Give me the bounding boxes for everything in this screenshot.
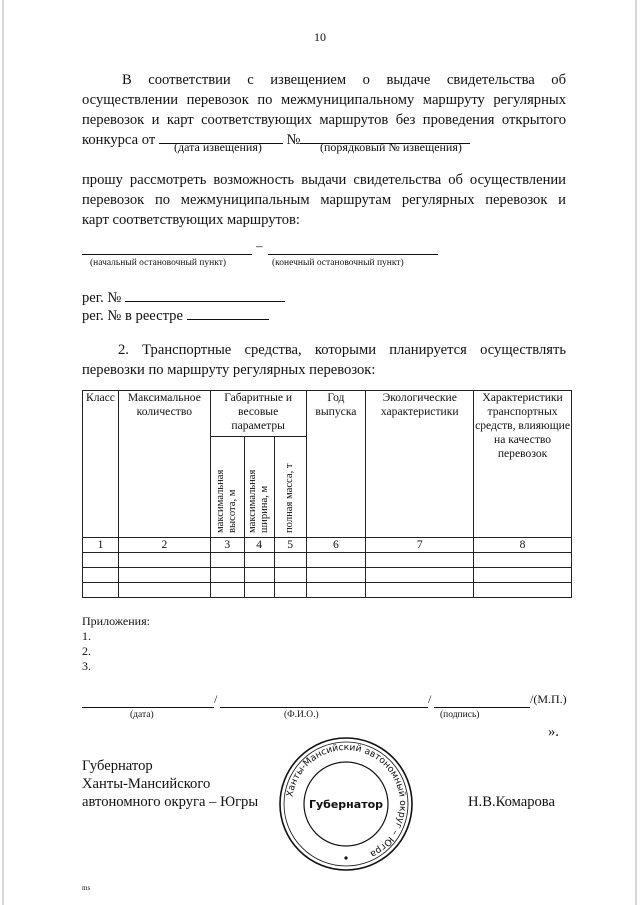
position-line-1: Губернатор xyxy=(82,758,153,774)
number-sign: № xyxy=(286,132,301,148)
subheader-max-height: максимальная высота, м xyxy=(215,469,239,533)
paragraph-request-line-1: прошу рассмотреть возможность выдачи свидетельства об осуществлении xyxy=(82,172,566,188)
date-caption: (дата) xyxy=(130,710,154,720)
governor-name: Н.В.Комарова xyxy=(468,794,555,810)
table-cell[interactable] xyxy=(366,553,474,568)
table-cell[interactable] xyxy=(83,583,119,598)
table-cell[interactable] xyxy=(474,553,572,568)
registry-number-label: рег. № в реестре xyxy=(82,308,183,324)
scan-edge-right xyxy=(635,0,637,905)
end-stop-caption: (конечный остановочный пункт) xyxy=(272,258,404,268)
subheader-width-cell xyxy=(244,437,274,538)
paragraph-notice-line-1: В соответствии с извещением о выдаче свидетельства об xyxy=(122,72,566,88)
section-2-line-2: перевозки по маршруту регулярных перевозок: xyxy=(82,362,376,378)
table-cell[interactable] xyxy=(474,583,572,598)
start-stop-field[interactable] xyxy=(82,254,252,255)
signature-slash-2: / xyxy=(428,692,432,706)
subheader-height-cell xyxy=(210,437,244,538)
notice-date-caption: (дата извещения) xyxy=(174,140,262,154)
attachment-item-1: 1. xyxy=(82,629,91,643)
header-dimensions: Габаритные и весовые параметры xyxy=(210,391,306,437)
table-cell[interactable] xyxy=(474,568,572,583)
start-stop-caption: (начальный остановочный пункт) xyxy=(90,258,227,268)
route-dash: – xyxy=(256,238,263,253)
paragraph-notice-line-2: осуществлении перевозок по межмуниципальному маршруту регулярных xyxy=(82,92,566,108)
table-cell[interactable] xyxy=(118,583,210,598)
subheader-mass-cell xyxy=(274,437,306,538)
vehicles-table xyxy=(82,390,572,598)
column-number: 8 xyxy=(474,538,572,553)
signature-slash-1: / xyxy=(214,692,218,706)
table-row xyxy=(83,583,572,598)
table-cell[interactable] xyxy=(274,583,306,598)
table-cell[interactable] xyxy=(210,583,244,598)
table-cell[interactable] xyxy=(306,568,366,583)
table-cell[interactable] xyxy=(118,568,210,583)
table-cell[interactable] xyxy=(366,568,474,583)
table-cell[interactable] xyxy=(118,553,210,568)
header-year: Год выпуска xyxy=(306,391,366,538)
stamp-place-label: /(М.П.) xyxy=(530,692,567,706)
header-characteristics: Характеристики транспортных средств, влияющие на качество перевозок xyxy=(474,391,572,538)
column-number: 7 xyxy=(366,538,474,553)
column-number: 3 xyxy=(210,538,244,553)
table-number-row xyxy=(83,538,572,553)
date-field[interactable] xyxy=(82,707,214,708)
table-row xyxy=(83,568,572,583)
closing-quote: ». xyxy=(548,724,559,740)
attachment-item-2: 2. xyxy=(82,644,91,658)
table-cell[interactable] xyxy=(244,583,274,598)
subheader-max-width: максимальная ширина, м xyxy=(247,469,271,533)
table-cell[interactable] xyxy=(274,568,306,583)
table-cell[interactable] xyxy=(210,553,244,568)
official-stamp xyxy=(276,734,416,874)
table-row xyxy=(83,553,572,568)
table-cell[interactable] xyxy=(83,568,119,583)
contest-label: конкурса от xyxy=(82,132,156,148)
position-line-3: автономного округа – Югры xyxy=(82,794,259,810)
fio-caption: (Ф.И.О.) xyxy=(284,710,319,720)
footer-code: ms xyxy=(82,884,91,892)
table-cell[interactable] xyxy=(366,583,474,598)
signature-caption: (подпись) xyxy=(440,710,480,720)
signature-field[interactable] xyxy=(434,707,530,708)
position-line-2: Ханты-Мансийского xyxy=(82,776,211,792)
column-number: 6 xyxy=(306,538,366,553)
header-class: Класс xyxy=(83,391,119,538)
header-ecology: Экологические характеристики xyxy=(366,391,474,538)
stamp-ring-text: Ханты-Мансийский автономный округ – Югра xyxy=(284,741,409,860)
subheader-full-mass: полная масса, т xyxy=(284,463,296,533)
section-2-intro xyxy=(82,340,566,380)
paragraph-request xyxy=(82,170,566,230)
paragraph-notice-line-3: перевозок и карт соответствующих маршрутов без проведения открытого xyxy=(82,112,566,128)
reg-number-label: рег. № xyxy=(82,290,122,306)
attachment-item-3: 3. xyxy=(82,659,91,673)
paragraph-notice xyxy=(82,70,566,150)
reg-number-field[interactable] xyxy=(125,288,285,302)
column-number: 5 xyxy=(274,538,306,553)
attachments-title: Приложения: xyxy=(82,614,150,628)
table-cell[interactable] xyxy=(306,583,366,598)
notice-number-caption: (порядковый № извещения) xyxy=(320,140,462,154)
table-header-row xyxy=(83,391,572,437)
table-cell[interactable] xyxy=(244,553,274,568)
table-cell[interactable] xyxy=(244,568,274,583)
column-number: 1 xyxy=(83,538,119,553)
reg-number-line xyxy=(82,288,285,307)
page-number: 10 xyxy=(314,30,326,44)
registry-number-field[interactable] xyxy=(187,306,269,320)
scan-edge-left xyxy=(2,0,4,905)
paragraph-request-line-2: перевозок по межмуниципальным маршрутам регулярных перевозок и xyxy=(82,192,566,208)
paragraph-request-line-3: карт соответствующих маршрутов: xyxy=(82,212,300,228)
header-max-quantity: Максимальное количество xyxy=(118,391,210,538)
end-stop-field[interactable] xyxy=(268,254,438,255)
table-cell[interactable] xyxy=(210,568,244,583)
section-2-line-1: 2. Транспортные средства, которыми планируется осуществлять xyxy=(118,342,566,358)
column-number: 2 xyxy=(118,538,210,553)
table-cell[interactable] xyxy=(83,553,119,568)
stamp-center-text: Губернатор xyxy=(308,798,384,811)
stamp-dot xyxy=(344,856,347,859)
registry-number-line xyxy=(82,306,269,325)
column-number: 4 xyxy=(244,538,274,553)
table-cell[interactable] xyxy=(274,553,306,568)
fio-field[interactable] xyxy=(220,707,428,708)
table-cell[interactable] xyxy=(306,553,366,568)
